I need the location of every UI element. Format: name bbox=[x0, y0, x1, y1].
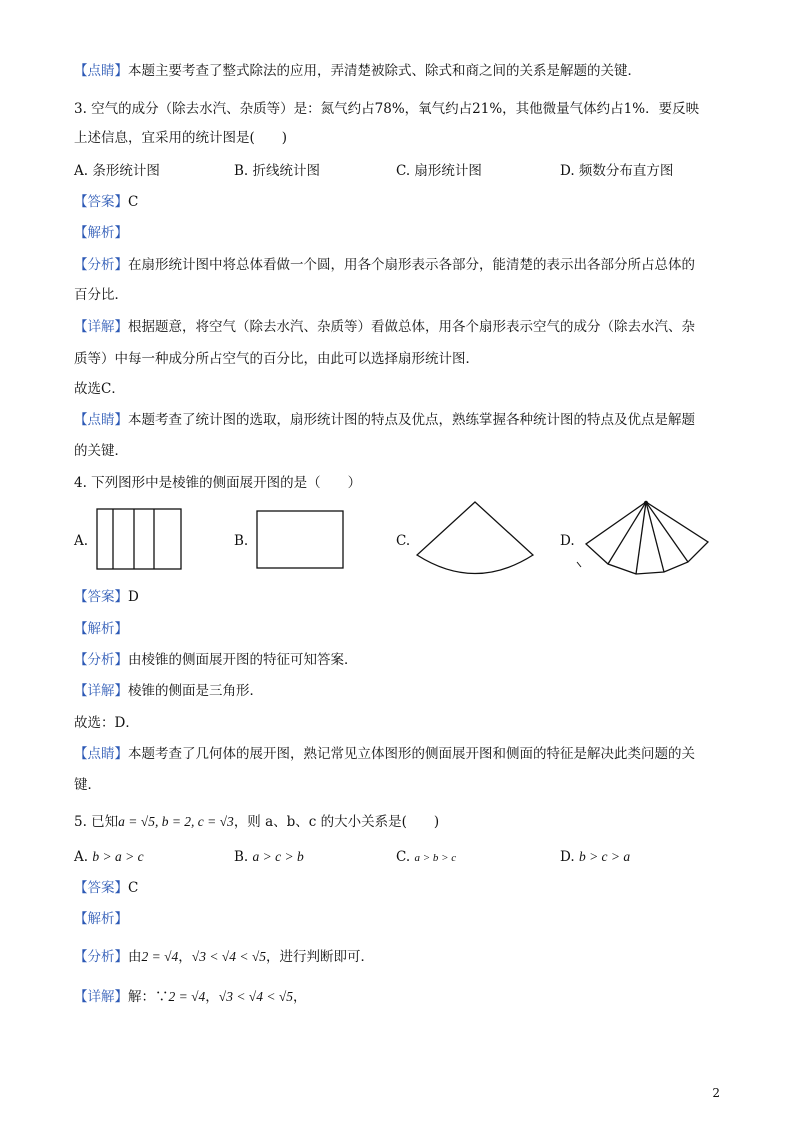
q4-analysis-tag: 【解析】 bbox=[74, 621, 128, 637]
q4-fenxi: 【分析】由棱锥的侧面展开图的特征可知答案． bbox=[74, 652, 358, 668]
q3-dianjing-1: 【点睛】本题考查了统计图的选取，扇形统计图的特点及优点，熟练掌握各种统计图的特点及优点是解题 bbox=[74, 412, 695, 428]
q3-xiangjie-1: 【详解】根据题意，将空气（除去水汽、杂质等）看做总体，用各个扇形表示空气的成分（除去水汽、杂 bbox=[74, 319, 695, 335]
q4-choose: 故选：D． bbox=[74, 715, 139, 731]
tag-answer: 【答案】 bbox=[74, 194, 128, 210]
q3-stem-2: 上述信息，宜采用的统计图是( ) bbox=[74, 130, 288, 146]
q5-fenxi: 【分析】由2 = √4，√3 < √4 < √5，进行判断即可． bbox=[74, 949, 374, 965]
q5-option-d: D. b > c > a bbox=[560, 849, 631, 865]
q4-option-a-label: A. bbox=[74, 533, 89, 549]
q4-dianjing-2: 键． bbox=[74, 777, 101, 793]
q4-figure-b bbox=[256, 510, 344, 570]
note-line: 【点睛】本题主要考查了整式除法的应用，弄清楚被除式、除式和商之间的关系是解题的关键． bbox=[74, 63, 641, 79]
q5-option-c: C. a > b > c bbox=[396, 849, 457, 865]
q4-figure-a bbox=[96, 508, 182, 570]
q5-option-a: A. b > a > c bbox=[74, 849, 144, 865]
q4-figure-d bbox=[574, 500, 714, 580]
q3-option-a: A. 条形统计图 bbox=[74, 163, 160, 179]
q3-dianjing-2: 的关键． bbox=[74, 443, 128, 459]
q5-given-math: a = √5, b = 2, c = √3 bbox=[118, 814, 234, 829]
q3-choose: 故选C． bbox=[74, 381, 125, 397]
q3-option-b: B. 折线统计图 bbox=[234, 163, 321, 179]
q3-analysis-tag: 【解析】 bbox=[74, 225, 128, 241]
page-number: 2 bbox=[712, 1086, 720, 1100]
q3-answer: 【答案】C bbox=[74, 194, 139, 210]
q3-fenxi-2: 百分比． bbox=[74, 287, 128, 303]
q3-option-c: C. 扇形统计图 bbox=[396, 163, 482, 179]
q5-answer: 【答案】C bbox=[74, 880, 139, 896]
q3-option-d: D. 频数分布直方图 bbox=[560, 163, 674, 179]
q3-xiangjie-2: 质等）中每一种成分所占空气的百分比，由此可以选择扇形统计图． bbox=[74, 351, 479, 367]
q4-figure-c bbox=[414, 500, 536, 580]
q5-stem: 5. 已知a = √5, b = 2, c = √3，则 a、b、c 的大小关系是( ) bbox=[74, 814, 440, 830]
q4-dianjing-1: 【点睛】本题考查了几何体的展开图，熟记常见立体图形的侧面展开图和侧面的特征是解决此类问题的关 bbox=[74, 746, 695, 762]
q5-analysis-tag: 【解析】 bbox=[74, 911, 128, 927]
q4-option-c-label: C. bbox=[396, 533, 411, 549]
tag-dianjing: 【点睛】 bbox=[74, 63, 128, 79]
q4-stem: 4. 下列图形中是棱锥的侧面展开图的是（ ） bbox=[74, 475, 362, 491]
q5-option-b: B. a > c > b bbox=[234, 849, 304, 865]
q5-xiangjie: 【详解】解：∵2 = √4，√3 < √4 < √5， bbox=[74, 989, 307, 1005]
q4-option-b-label: B. bbox=[234, 533, 249, 549]
q4-option-d-label: D. bbox=[560, 533, 575, 549]
q4-answer: 【答案】D bbox=[74, 589, 139, 605]
q3-stem-1: 3. 空气的成分（除去水汽、杂质等）是：氮气约占78%，氧气约占21%，其他微量气体约占1%．要反映 bbox=[74, 101, 700, 117]
q4-xiangjie: 【详解】棱锥的侧面是三角形． bbox=[74, 683, 263, 699]
q3-fenxi-1: 【分析】在扇形统计图中将总体看做一个圆，用各个扇形表示各部分，能清楚的表示出各部分所占总体的 bbox=[74, 257, 695, 273]
